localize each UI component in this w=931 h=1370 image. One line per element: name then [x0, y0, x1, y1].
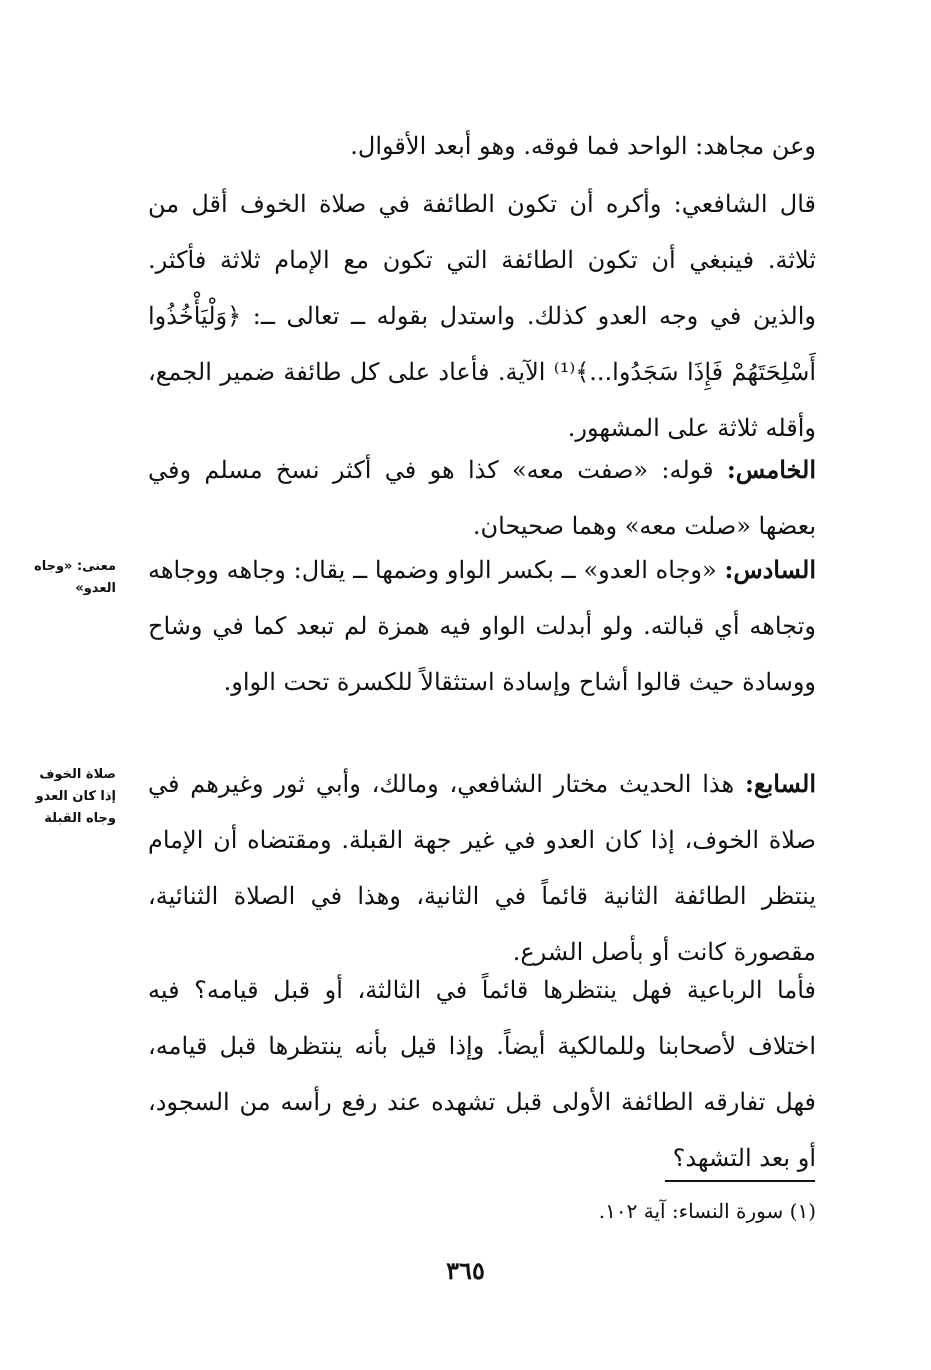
paragraph-text: قوله: «صفت معه» كذا هو في أكثر نسخ مسلم وفي بعضها «صلت معه» وهما صحيحان. — [148, 456, 816, 540]
paragraph-text: هذا الحديث مختار الشافعي، ومالك، وأبي ثور وغيرهم في صلاة الخوف، إذا كان العدو في غير جهة القبلة. ومقتضاه أن الإمام ينتظر الطائفة الثانية قائماً في الثانية، وهذا في الصلاة الثنائية، مقصورة كانت أو بأصل الشرع. — [148, 770, 816, 966]
intro-line — [148, 118, 816, 174]
paragraph-lead: الخامس: — [726, 455, 817, 484]
paragraph-fifth — [148, 442, 816, 554]
paragraph-text: قال الشافعي: وأكره أن تكون الطائفة في صلاة الخوف أقل من ثلاثة. فينبغي أن تكون الطائفة التي تكون مع الإمام ثلاثة فأكثر. والذين في وجه العدو كذلك. واستدل بقوله ــ تعالى ــ: ﴿وَلْيَأْخُذُوا أَسْلِحَتَهُمْ فَإِذَا سَجَدُوا...﴾⁽¹⁾ الآية. فأعاد على كل طائفة ضمير الجمع، وأقله ثلاثة على المشهور. — [148, 190, 816, 442]
page-number: ٣٦٥ — [446, 1256, 485, 1285]
paragraph-shafii — [148, 176, 816, 456]
intro-text: وعن مجاهد: الواحد فما فوقه. وهو أبعد الأقوال. — [350, 132, 816, 160]
margin-note-wijah: معنى: «وجاه العدو» — [34, 559, 116, 596]
paragraph-lead: السابع: — [744, 769, 816, 798]
paragraph-lead: السادس: — [724, 555, 816, 584]
paragraph-text: «وجاه العدو» ــ بكسر الواو وضمها ــ يقال: وجاهه ووجاهه وتجاهه أي قبالته. ولو أبدلت الواو فيه همزة لم تبعد كما في وشاح ووسادة حيث قالوا أشاح وإسادة استثقالاً للكسرة تحت الواو. — [148, 556, 816, 696]
footnote-divider — [665, 1180, 815, 1182]
paragraph-sixth — [148, 542, 816, 710]
footnote: (١) سورة النساء: آية ١٠٢. — [598, 1199, 816, 1223]
paragraph-rubaiya — [148, 962, 816, 1186]
paragraph-text: فأما الرباعية فهل ينتظرها قائماً في الثالثة، أو قبل قيامه؟ فيه اختلاف لأصحابنا وللمالكية أيضاً. وإذا قيل بأنه ينتظرها قبل قيامه، فهل تفارقه الطائفة الأولى قبل تشهده عند رفع رأسه من السجود، أو بعد التشهد؟ — [148, 976, 817, 1172]
margin-note-salat-alkhawf: صلاة الخوف إذا كان العدو وجاه القبلة — [35, 767, 116, 826]
paragraph-seventh — [148, 756, 816, 980]
